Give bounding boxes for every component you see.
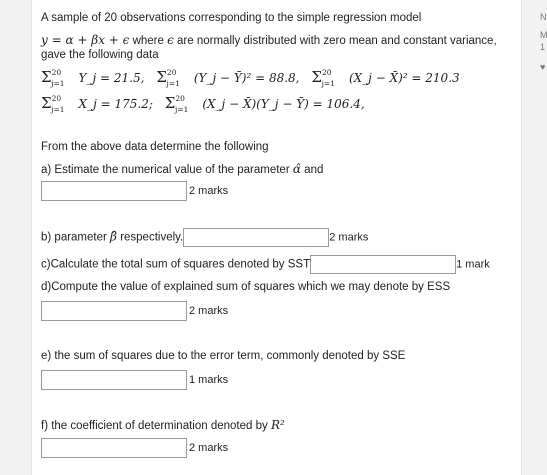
- intro-line-2: [41, 33, 497, 47]
- sum-lower-5: j=1: [174, 105, 189, 114]
- question-c: [41, 255, 490, 274]
- answer-f-input[interactable]: [41, 438, 187, 458]
- answer-b-input[interactable]: [183, 228, 329, 247]
- question-d-marks: 2 marks: [189, 305, 229, 317]
- sum-x: X_j = 175.2;: [78, 97, 153, 111]
- question-d: d)Compute the value of explained sum of squares which we may denote by ESS: [41, 281, 451, 293]
- beta-hat-symbol: β̂: [110, 229, 117, 244]
- alpha-hat-symbol: α̂: [292, 162, 301, 176]
- question-card: [31, 0, 522, 475]
- sum-yy: (Y_j − Ȳ)² = 88.8,: [193, 71, 300, 85]
- instructions: From the above data determine the following: [41, 141, 269, 153]
- intro-line-1: A sample of 20 observations corresponding to the simple regression model: [41, 12, 422, 24]
- sum-y: Y_j = 21.5,: [78, 71, 145, 85]
- answer-a-input[interactable]: [41, 181, 187, 201]
- question-c-text: c)Calculate the total sum of squares denoted by SST: [41, 258, 311, 271]
- sum-upper-5: 20: [175, 94, 185, 103]
- question-e: e) the sum of squares due to the error term, commonly denoted by SSE: [41, 350, 406, 362]
- sum-lower-3: j=1: [321, 79, 335, 88]
- data-equation-row-1: $\Sigma^{20}_{j=1}$ Y_j = 21.5, $\Sigma^{20}_{j=1}$ (Y_j − Ȳ)² = 88.8, $\Sigma^{20}_{j=1}$ (X_j − X̄)² = 210.3: [41, 68, 460, 88]
- question-b-after: respectively.: [120, 231, 184, 244]
- right-strip-flag-icon[interactable]: ♥: [540, 62, 546, 72]
- intro-line-3: gave the following data: [41, 49, 159, 61]
- sum-upper-3: 20: [322, 68, 332, 77]
- model-equation: y = α + βx + ϵ: [41, 33, 130, 47]
- sum-upper-1: 20: [51, 68, 62, 77]
- sum-upper-2: 20: [166, 68, 177, 77]
- question-a: [41, 162, 323, 176]
- right-strip-label-2: M: [540, 30, 547, 40]
- question-f: [41, 418, 285, 432]
- intro-line-2-rest: are normally distributed with zero mean and constant variance,: [177, 35, 497, 47]
- question-a-after: and: [304, 164, 324, 176]
- question-a-marks: 2 marks: [189, 185, 229, 197]
- sum-xy: (X_j − X̄)(Y_j − Ȳ) = 106.4,: [202, 97, 365, 111]
- where-text: where: [132, 35, 164, 47]
- sum-lower-4: j=1: [51, 105, 65, 114]
- question-a-text: a) Estimate the numerical value of the parameter: [41, 164, 290, 176]
- answer-d-input[interactable]: [41, 301, 187, 321]
- question-f-marks: 2 marks: [189, 442, 229, 454]
- sum-lower-2: j=1: [166, 79, 180, 88]
- question-b: [41, 228, 368, 247]
- question-b-text: b) parameter: [41, 231, 107, 244]
- sum-lower-1: j=1: [51, 79, 65, 88]
- data-equation-row-2: $\Sigma^{20}_{j=1}$ X_j = 175.2; $\Sigma^{20}_{j=1}$ (X_j − X̄)(Y_j − Ȳ) = 106.4,: [41, 94, 365, 114]
- sum-xx: (X_j − X̄)² = 210.3: [348, 71, 460, 85]
- question-b-marks: 2 marks: [329, 231, 369, 244]
- epsilon-symbol: ϵ: [167, 33, 174, 47]
- right-strip-label-3: 1: [540, 42, 546, 52]
- right-strip-label-1: N: [540, 12, 547, 22]
- question-e-marks: 1 marks: [189, 374, 229, 386]
- answer-c-input[interactable]: [310, 255, 456, 274]
- answer-e-input[interactable]: [41, 370, 187, 390]
- question-f-text: f) the coefficient of determination denoted by: [41, 420, 268, 432]
- r-squared-symbol: R²: [270, 418, 285, 432]
- sum-upper-4: 20: [51, 94, 62, 103]
- question-c-marks: 1 mark: [456, 258, 490, 271]
